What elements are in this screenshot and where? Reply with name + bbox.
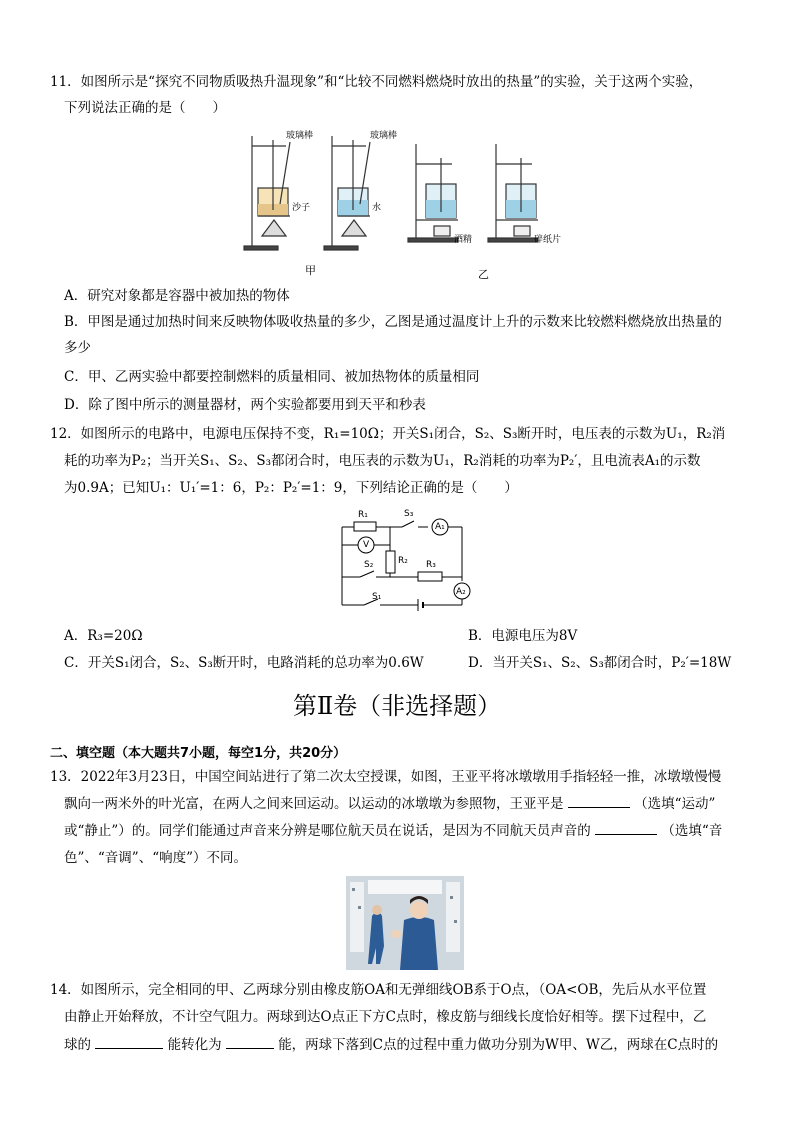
q11-option-b-line2: 多少 (64, 340, 91, 356)
circuit-a2: A₂ (456, 587, 466, 597)
q13-line2b: （选填“运动” (634, 796, 716, 812)
q12-option-b: B．电源电压为8V (468, 628, 578, 644)
setup-yi-alcohol (408, 144, 458, 242)
q12-stem-line3: 为0.9A；已知U₁：U₁′=1：6，P₂：P₂′=1：9，下列结论正确的是（ ） (64, 480, 518, 496)
q14-line1: 14．如图所示，完全相同的甲、乙两球分别由橡皮筋OA和无弹细线OB系于O点，（OA<OB，先后从水平位置 (50, 982, 707, 998)
circuit-r1: R₁ (358, 510, 368, 520)
q13-line1: 13．2022年3月23日，中国空间站进行了第二次太空授课，如图，王亚平将冰墩墩用手指轻轻一推，冰墩墩慢慢 (50, 769, 722, 785)
setup-jia-sand (244, 136, 290, 250)
q12-stem-line2: 耗的功率为P₂；当开关S₁、S₂、S₃都闭合时，电压表的示数为U₁，R₂消耗的功率为P₂′，且电流表A₁的示数 (64, 453, 701, 469)
section2-heading: 二、填空题（本大题共7小题，每空1分，共20分） (50, 746, 347, 761)
q11-option-a: A．研究对象都是容器中被加热的物体 (64, 288, 290, 304)
q14-line2: 由静止开始释放，不计空气阻力。两球到达O点正下方C点时，橡皮筋与细线长度恰好相等。摆下过程中，乙 (64, 1009, 707, 1025)
q13-line3 (64, 819, 754, 844)
q13-blank-2[interactable] (595, 820, 657, 835)
label-alcohol: 酒精 (454, 235, 473, 245)
q11-stem-line2: 下列说法正确的是（ ） (64, 100, 226, 116)
q12-option-c: C．开关S₁闭合，S₂、S₃断开时，电路消耗的总功率为0.6W (64, 655, 424, 671)
q12-stem-line1: 12．如图所示的电路中，电源电压保持不变，R₁=10Ω；开关S₁闭合，S₂、S₃断开时，电压表的示数为U₁，R₂消 (50, 426, 726, 442)
circuit-r3: R₃ (426, 560, 436, 570)
setup-jia-water (324, 136, 370, 250)
q14-line3c: 能，两球下落到C点的过程中重力做功分别为W甲、W乙，两球在C点时的 (278, 1037, 719, 1053)
q13-line3a: 或“静止”）的。同学们能通过声音来分辨是哪位航天员在说话，是因为不同航天员声音的 (64, 823, 591, 839)
label-jia: 甲 (305, 264, 316, 277)
label-sand: 沙子 (292, 203, 311, 213)
label-glass-rod-2: 玻璃棒 (370, 131, 398, 141)
q14-line3 (64, 1033, 754, 1058)
q12-option-a: A．R₃=20Ω (64, 628, 143, 644)
label-water: 水 (372, 203, 382, 213)
q11-stem-line1: 11．如图所示是“探究不同物质吸热升温现象”和“比较不同燃料燃烧时放出的热量”的实验，关于这两个实验， (50, 74, 703, 90)
circuit-r2: R₂ (398, 556, 408, 566)
circuit-s2: S₂ (364, 560, 374, 570)
q14-line3b: 能转化为 (167, 1037, 222, 1053)
circuit-v: V (363, 540, 370, 550)
q11-option-c: C．甲、乙两实验中都要控制燃料的质量相同、被加热物体的质量相同 (64, 369, 480, 385)
part2-title: 第Ⅱ卷（非选择题） (292, 692, 502, 720)
circuit-s3: S₃ (404, 509, 414, 519)
q14-blank-1[interactable] (95, 1034, 163, 1049)
label-glass-rod-1: 玻璃棒 (286, 131, 314, 141)
q14-blank-2[interactable] (226, 1034, 274, 1049)
circuit-s1: S₁ (372, 592, 382, 602)
q11-option-d: D．除了图中所示的测量器材，两个实验都要用到天平和秒表 (64, 397, 426, 413)
q11-option-b-line1: B．甲图是通过加热时间来反映物体吸收热量的多少，乙图是通过温度计上升的示数来比较燃料燃烧放出热量的 (64, 314, 722, 330)
label-yi: 乙 (478, 268, 489, 281)
space-station-photo (346, 876, 464, 970)
setup-yi-paper (488, 144, 538, 242)
q13-line2a: 飘向一两米外的叶光富，在两人之间来回运动。以运动的冰墩墩为参照物，王亚平是 (64, 796, 564, 812)
q11-experiment-figure (240, 128, 580, 280)
label-paper-scraps: 碎纸片 (534, 235, 562, 245)
q13-blank-1[interactable] (568, 793, 630, 808)
q13-line3b: （选填“音 (661, 823, 723, 839)
q12-option-d: D．当开关S₁、S₂、S₃都闭合时，P₂′=18W (468, 655, 732, 671)
q13-line4: 色”、“音调”、“响度”）不同。 (64, 850, 248, 866)
circuit-a1: A₁ (435, 522, 445, 532)
q13-line2 (64, 792, 754, 817)
q14-line3a: 球的 (64, 1037, 91, 1053)
